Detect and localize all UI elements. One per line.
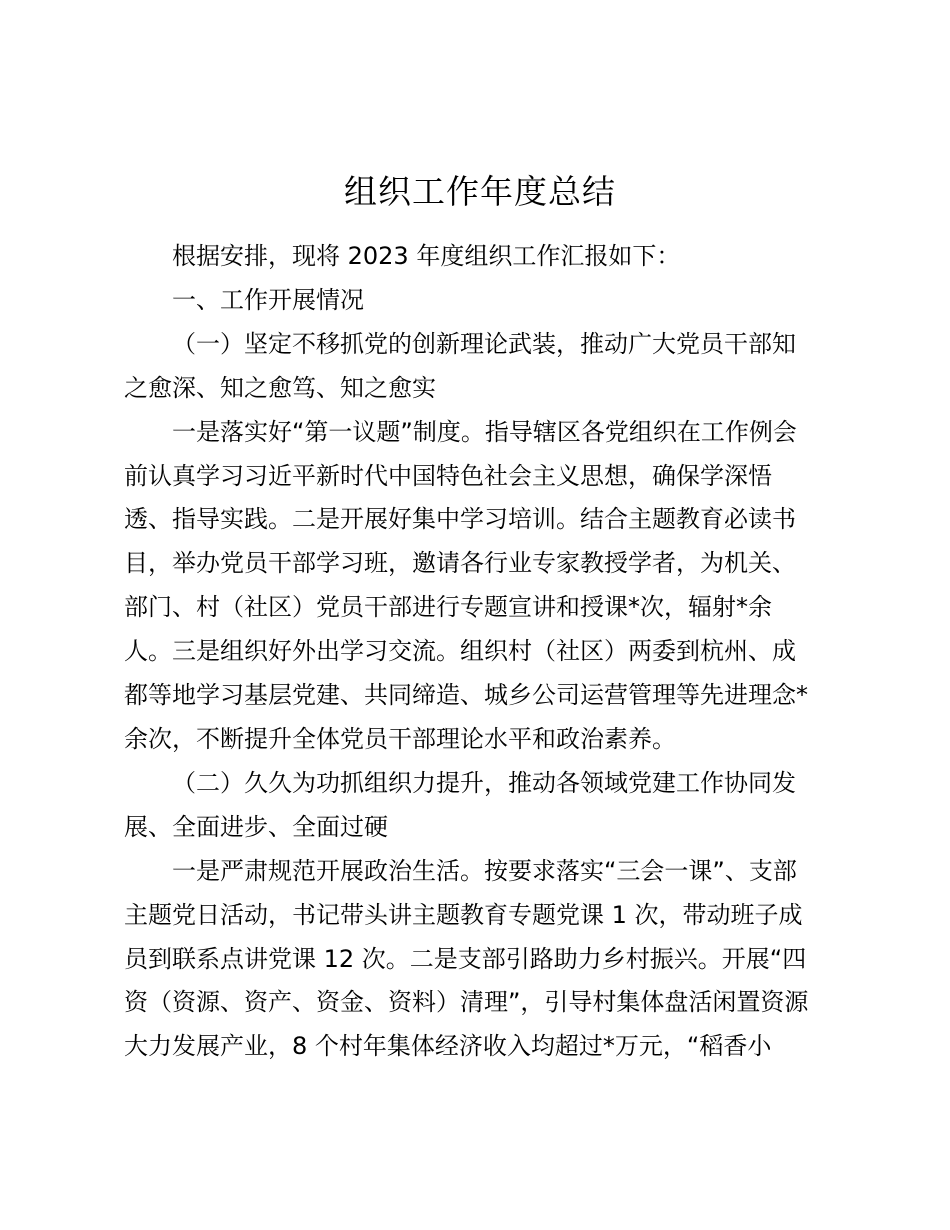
paragraph-line: 根据安排，现将 2023 年度组织工作汇报如下： <box>172 242 681 270</box>
document-title: 组织工作年度总结 <box>344 172 616 211</box>
paragraph-line: （二）久久为功抓组织力提升，推动各领域党建工作协同发 <box>172 768 796 797</box>
paragraph-line: 大力发展产业，8 个村年集体经济收入均超过*万元，“稻香小 <box>124 1032 772 1061</box>
section-heading <box>124 279 834 323</box>
paragraph-line: 前认真学习习近平新时代中国特色社会主义思想，确保学深悟 <box>124 461 772 490</box>
paragraph-line: 之愈深、知之愈笃、知之愈实 <box>124 373 436 402</box>
intro-paragraph <box>124 235 834 279</box>
subsection-heading <box>124 762 834 850</box>
paragraph-line: 透、指导实践。二是开展好集中学习培训。结合主题教育必读书 <box>124 505 796 534</box>
paragraph-line: 展、全面进步、全面过硬 <box>124 812 388 841</box>
paragraph-line: 资（资源、资产、资金、资料）清理”，引导村集体盘活闲置资源 <box>124 988 809 1017</box>
document-body <box>124 235 834 1069</box>
paragraph-line: 人。三是组织好外出学习交流。组织村（社区）两委到杭州、成 <box>124 637 796 666</box>
paragraph-line: 余次，不断提升全体党员干部理论水平和政治素养。 <box>124 724 676 753</box>
paragraph-line: 员到联系点讲党课 12 次。二是支部引路助力乡村振兴。开展“四 <box>124 944 807 973</box>
subsection-heading <box>124 323 834 411</box>
paragraph-line: 一是落实好“第一议题”制度。指导辖区各党组织在工作例会 <box>172 417 797 446</box>
paragraph-line: 部门、村（社区）党员干部进行专题宣讲和授课*次，辐射*余 <box>124 593 772 622</box>
paragraph-line: 目，举办党员干部学习班，邀请各行业专家教授学者，为机关、 <box>124 549 796 578</box>
paragraph-line: （一）坚定不移抓党的创新理论武装，推动广大党员干部知 <box>172 329 796 358</box>
paragraph-line: 一、工作开展情况 <box>172 285 364 314</box>
paragraph-line: 都等地学习基层党建、共同缔造、城乡公司运营管理等先进理念* <box>124 681 808 710</box>
body-paragraph <box>124 411 834 762</box>
body-paragraph <box>124 850 834 1070</box>
paragraph-line: 主题党日活动，书记带头讲主题教育专题党课 1 次，带动班子成 <box>124 900 803 929</box>
paragraph-line: 一是严肃规范开展政治生活。按要求落实“三会一课”、支部 <box>172 856 797 885</box>
